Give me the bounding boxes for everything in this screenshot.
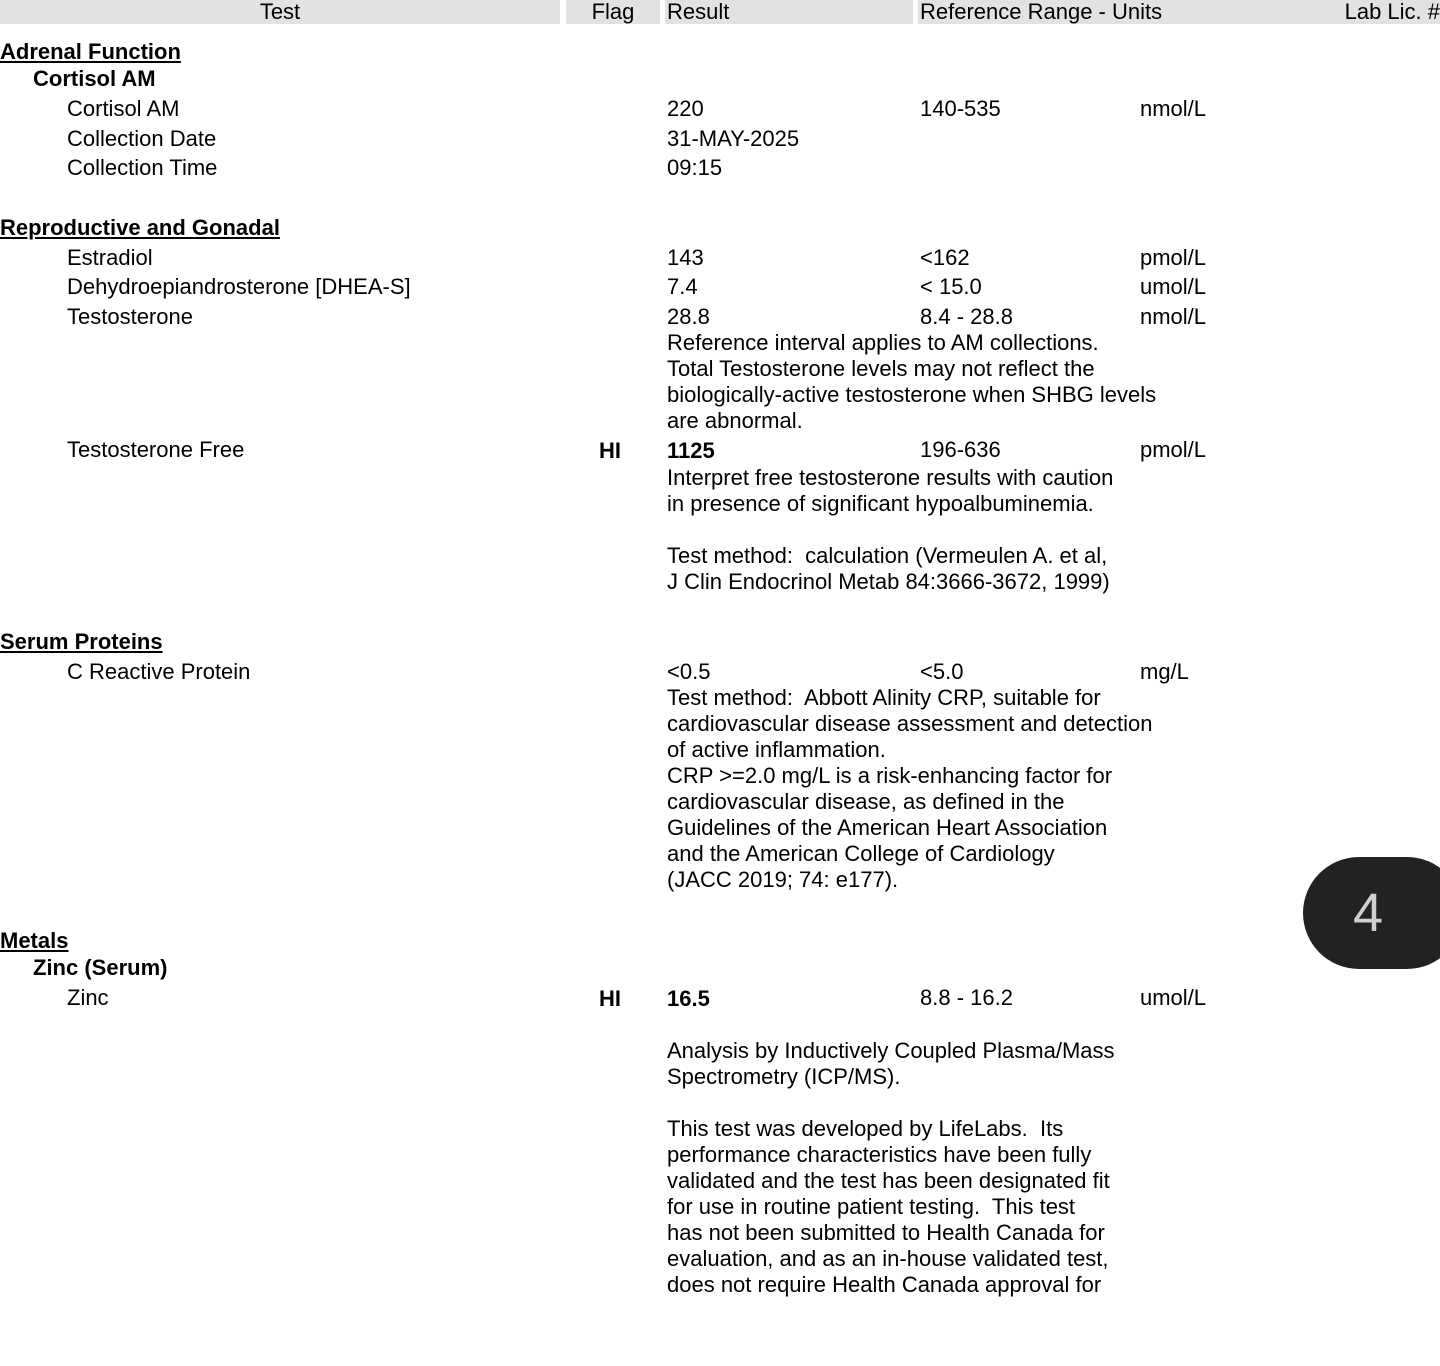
ref-range-cortisol-am: 140-535 — [920, 96, 1001, 121]
unit-estradiol: pmol/L — [1140, 245, 1207, 270]
test-name-estradiol: Estradiol — [67, 245, 153, 270]
test-name-testosterone: Testosterone — [67, 304, 193, 329]
header-test: Test — [0, 0, 560, 24]
header-lab-lic: Lab Lic. # — [1298, 0, 1440, 24]
result-testosterone: 28.8 — [667, 304, 710, 329]
note-testosterone: Reference interval applies to AM collections. Total Testosterone levels may not reflect the biologically-active testosterone when SHBG levels are abnormal. — [667, 330, 1157, 433]
section-title-reproductive: Reproductive and Gonadal — [0, 215, 280, 240]
result-c-reactive-protein: <0.5 — [667, 659, 711, 684]
ref-range-zinc: 8.8 - 16.2 — [920, 985, 1013, 1010]
test-name-collection-time: Collection Time — [67, 155, 218, 180]
result-dhea-s: 7.4 — [667, 274, 698, 299]
test-name-testosterone-free: Testosterone Free — [67, 437, 245, 462]
unit-dhea-s: umol/L — [1140, 274, 1207, 299]
test-name-zinc: Zinc — [67, 985, 109, 1010]
subsection-title-cortisol: Cortisol AM — [33, 66, 156, 91]
page-number-badge[interactable]: 4 — [1303, 857, 1440, 969]
ref-range-dhea-s: < 15.0 — [920, 274, 982, 299]
flag-testosterone-free: HI — [599, 438, 621, 463]
note-zinc: Analysis by Inductively Coupled Plasma/Mass Spectrometry (ICP/MS). This test was developed by LifeLabs. Its performance characteristics have been fully validated and the test has been designated fit for use in routine patient testing. This test has not been submitted to Health Canada for evaluation, and as an in-house validated test, does not require Health Canada approval for — [667, 1038, 1115, 1297]
unit-cortisol-am: nmol/L — [1140, 96, 1207, 121]
ref-range-c-reactive-protein: <5.0 — [920, 659, 964, 684]
test-name-dhea-s: Dehydroepiandrosterone [DHEA-S] — [67, 274, 411, 299]
header-reference-range: Reference Range - Units — [918, 0, 1298, 24]
test-name-collection-date: Collection Date — [67, 126, 217, 151]
result-collection-date: 31-MAY-2025 — [667, 126, 800, 151]
ref-range-testosterone: 8.4 - 28.8 — [920, 304, 1013, 329]
result-testosterone-free: 1125 — [667, 438, 715, 463]
subsection-title-zinc-serum: Zinc (Serum) — [33, 955, 168, 980]
test-name-cortisol-am: Cortisol AM — [67, 96, 180, 121]
section-title-adrenal: Adrenal Function — [0, 39, 181, 64]
section-title-metals: Metals — [0, 928, 69, 953]
ref-range-estradiol: <162 — [920, 245, 970, 270]
section-title-serum-proteins: Serum Proteins — [0, 629, 163, 654]
unit-testosterone-free: pmol/L — [1140, 437, 1207, 462]
note-testosterone-free: Interpret free testosterone results with caution in presence of significant hypoalbuminemia. Test method: calculation (Vermeulen A. et al, J Clin Endocrinol Metab 84:3666-3672, 1999) — [667, 465, 1114, 594]
flag-zinc: HI — [599, 986, 621, 1011]
header-result: Result — [665, 0, 913, 24]
ref-range-testosterone-free: 196-636 — [920, 437, 1001, 462]
result-zinc: 16.5 — [667, 986, 710, 1011]
unit-c-reactive-protein: mg/L — [1140, 659, 1189, 684]
result-collection-time: 09:15 — [667, 155, 723, 180]
result-cortisol-am: 220 — [667, 96, 704, 121]
unit-zinc: umol/L — [1140, 985, 1207, 1010]
result-estradiol: 143 — [667, 245, 704, 270]
unit-testosterone: nmol/L — [1140, 304, 1207, 329]
note-c-reactive-protein: Test method: Abbott Alinity CRP, suitable for cardiovascular disease assessment and detection of active inflammation. CRP >=2.0 mg/L is a risk-enhancing factor for cardiovascular disease, as defined in the Guidelines of the American Heart Association and the American College of Cardiology (JACC 2019; 74: e177). — [667, 685, 1153, 892]
test-name-c-reactive-protein: C Reactive Protein — [67, 659, 251, 684]
header-flag: Flag — [566, 0, 660, 24]
